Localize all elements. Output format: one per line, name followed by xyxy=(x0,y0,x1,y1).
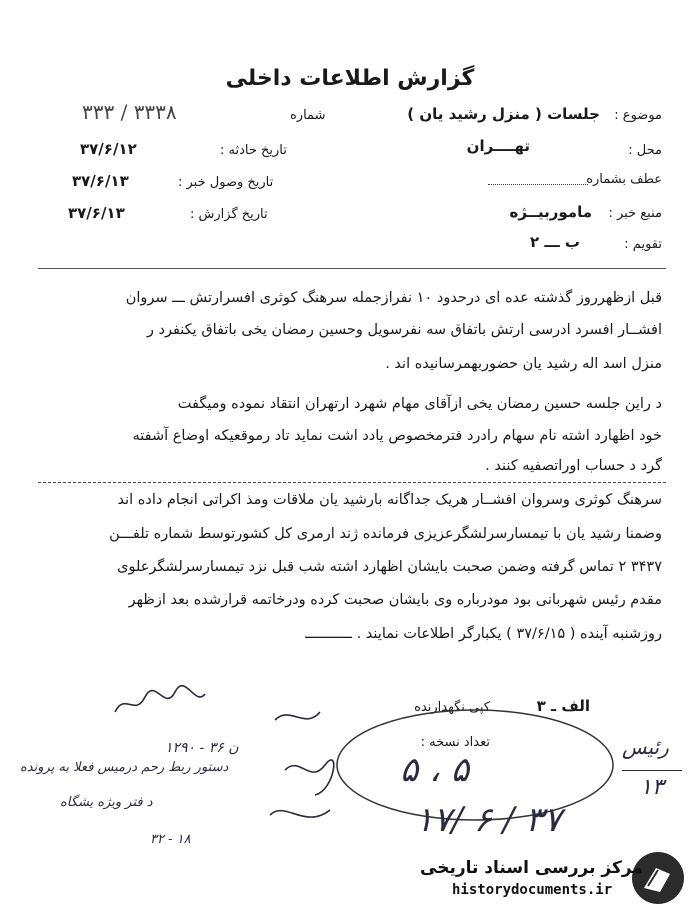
watermark-url[interactable]: historydocuments.ir xyxy=(452,882,613,898)
report-date-value: ۳۷/۶/۱۳ xyxy=(68,204,125,222)
body-line-2: افشــار افسرد ادرسی ارتش باتفاق سه نفرسویل وحسین رمضان یخی باتفاق یکنفرد ر xyxy=(146,322,662,338)
calendar-value: ب ـــ ۲ xyxy=(529,233,580,251)
stamp-numbers: ۵ ، ۵ xyxy=(400,750,470,790)
body-line-10: مقدم رئیس شهربانی بود مودرباره وی بایشان صحبت کرده ودرخاتمه قرارشده بعد ازظهر xyxy=(128,592,662,608)
subject-label: موضوع : xyxy=(614,108,662,123)
stamp-date: ۱۷/ ۶ / ۳۷ xyxy=(415,800,562,840)
body-line-4: د راین جلسه حسین رمضان یخی ازآقای مهام شهرد ارتهران انتقاد نموده ومیگفت xyxy=(177,396,662,412)
signature-2 xyxy=(255,700,350,840)
note-left-4: ۳۲ - ۱۸ xyxy=(150,832,191,847)
body-line-9: ۳۴۳۷ ۲ تماس گرفته وضمن صحبت بایشان اظهارد اشته شب قبل نزد تیمسارسرلشگرعلوی xyxy=(117,559,662,575)
subject-value: جلسات ( منزل رشید یان ) xyxy=(407,105,600,123)
body-line-5: خود اظهارد اشته نام سهام رادرد فترمخصوص یادد اشت نماید تاد رموقعیکه اوضاع آشفته xyxy=(132,428,662,444)
number-label: شماره xyxy=(290,108,326,123)
reference-dotted-line xyxy=(488,184,588,185)
note-left-3: د فتر ویژه یشگاه xyxy=(60,795,153,810)
paragraph-divider xyxy=(38,482,666,483)
copy-label: کپی نگهدارنده xyxy=(414,700,490,715)
calendar-label: تقویم : xyxy=(624,237,662,252)
source-label: منبع خبر : xyxy=(608,206,662,221)
incident-date-value: ۳۷/۶/۱۲ xyxy=(80,140,137,158)
watermark-title: مرکز بررسی اسناد تاریخی xyxy=(420,858,643,878)
signature-1 xyxy=(110,682,210,722)
incident-date-label: تاریخ حادثه : xyxy=(220,143,287,158)
watermark-book-icon xyxy=(640,860,676,896)
note-right-1: رئیس xyxy=(622,735,669,759)
location-label: محل : xyxy=(628,143,662,158)
received-date-value: ۳۷/۶/۱۳ xyxy=(72,172,129,190)
copies-label: تعداد نسخه : xyxy=(420,735,490,750)
received-date-label: تاریخ وصول خبر : xyxy=(178,175,274,190)
source-value: ماموربیــژه xyxy=(509,203,592,221)
note-right-2: ۱۳ xyxy=(640,775,664,800)
document-title: گزارش اطلاعات داخلی xyxy=(225,66,475,91)
body-line-6: گرد د حساب اوراتصفیه کنند . xyxy=(485,458,662,474)
body-line-1: قبل ازظهرروز گذشته عده ای درحدود ۱۰ نفرازجمله سرهنگ کوثری افسرارتش ـــ سروان xyxy=(125,290,662,306)
header-divider xyxy=(38,268,666,269)
body-line-8: وضمنا رشید یان با تیمسارسرلشگرعزیزی فرمانده ژند ارمری کل کشورتوسط شماره تلفـــن xyxy=(109,526,662,542)
body-line-11: روزشنبه آینده ( ۳۷/۶/۱۵ ) یکبارگر اطلاعات نمایند . ـــــــــــ xyxy=(305,626,662,642)
copy-value: الف ـ ۳ xyxy=(536,697,590,715)
note-right-line xyxy=(622,770,682,771)
body-line-3: منزل اسد اله رشید یان حضوربهمرسانیده اند . xyxy=(385,356,662,372)
location-value: تهــــران xyxy=(466,137,530,155)
body-line-7: سرهنگ کوثری وسروان افشــار هریک جداگانه بارشید یان ملاقات ومذ اکراتی انجام داده اند xyxy=(117,492,662,508)
note-left-1: ۱۲۹۰ - ۳۶ ن xyxy=(165,740,239,756)
report-date-label: تاریخ گزارش : xyxy=(190,207,268,222)
note-left-2: دستور ربط رحم درمیس فعلا به پرونده xyxy=(20,760,229,775)
number-value: ۳۳۳۸ / ۳۳۳ xyxy=(82,100,177,124)
reference-label: عطف بشماره xyxy=(586,172,662,187)
